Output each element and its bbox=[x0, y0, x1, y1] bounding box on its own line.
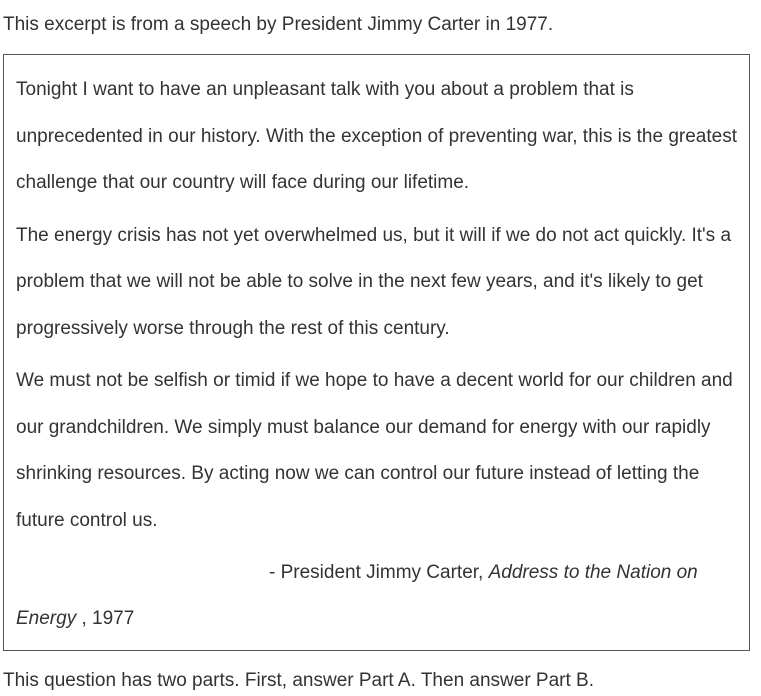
excerpt-paragraph-1: Tonight I want to have an unpleasant talk with you about a problem that is unprecedented in our history. With the exception of preventing war, this is the greatest challenge that our country will face during our lifetime. bbox=[16, 79, 737, 193]
attribution-prefix: - President Jimmy Carter, bbox=[269, 562, 489, 583]
excerpt-paragraph-2: The energy crisis has not yet overwhelmed us, but it will if we do not act quickly. It's a problem that we will not be able to solve in the next few years, and it's likely to get progressively worse through the rest of this century. bbox=[16, 224, 732, 339]
question-instructions: This question has two parts. First, answer Part A. Then answer Part B. bbox=[3, 670, 595, 691]
attribution-suffix: , 1977 bbox=[76, 608, 135, 629]
attribution-title: Address to the Nation on Energy bbox=[16, 562, 698, 629]
excerpt-paragraph-3: We must not be selfish or timid if we hope to have a decent world for our children and our grandchildren. We simply must balance our demand for energy with our rapidly shrinking resources. By acting now we can control our future instead of letting the future control us. bbox=[16, 370, 733, 531]
intro-text: This excerpt is from a speech by President Jimmy Carter in 1977. bbox=[3, 14, 554, 35]
excerpt-attribution bbox=[16, 550, 741, 642]
speech-excerpt bbox=[16, 67, 741, 642]
speech-excerpt-box bbox=[3, 54, 750, 651]
